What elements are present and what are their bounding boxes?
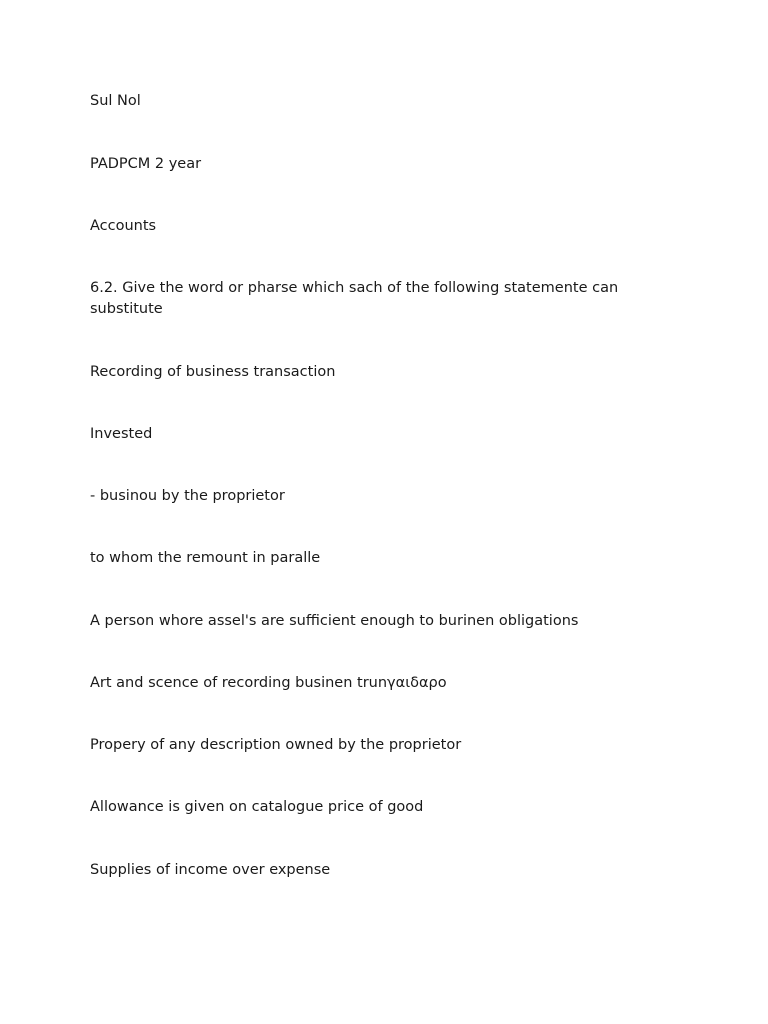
subject-line: Accounts bbox=[90, 218, 157, 234]
question-heading: 6.2. Give the word or pharse which sach of the following statemente can substitute bbox=[90, 280, 619, 317]
statement-item: Allowance is given on catalogue price of good bbox=[90, 799, 424, 815]
statement-item: A person whore assel's are sufficient enough to burinen obligations bbox=[90, 613, 579, 629]
statement-item: - businou by the proprietor bbox=[90, 488, 285, 504]
course-line: PADPCM 2 year bbox=[90, 156, 202, 172]
statement-item: to whom the remount in paralle bbox=[90, 550, 321, 566]
statement-item: Supplies of income over expense bbox=[90, 862, 331, 878]
statement-item: Propery of any description owned by the proprietor bbox=[90, 737, 462, 753]
statement-item: Invested bbox=[90, 426, 153, 442]
statement-item: Recording of business transaction bbox=[90, 364, 336, 380]
doc-header-line: Sul Nol bbox=[90, 93, 141, 109]
statement-item: Art and scence of recording businen trunγαιδαρο bbox=[90, 675, 447, 691]
